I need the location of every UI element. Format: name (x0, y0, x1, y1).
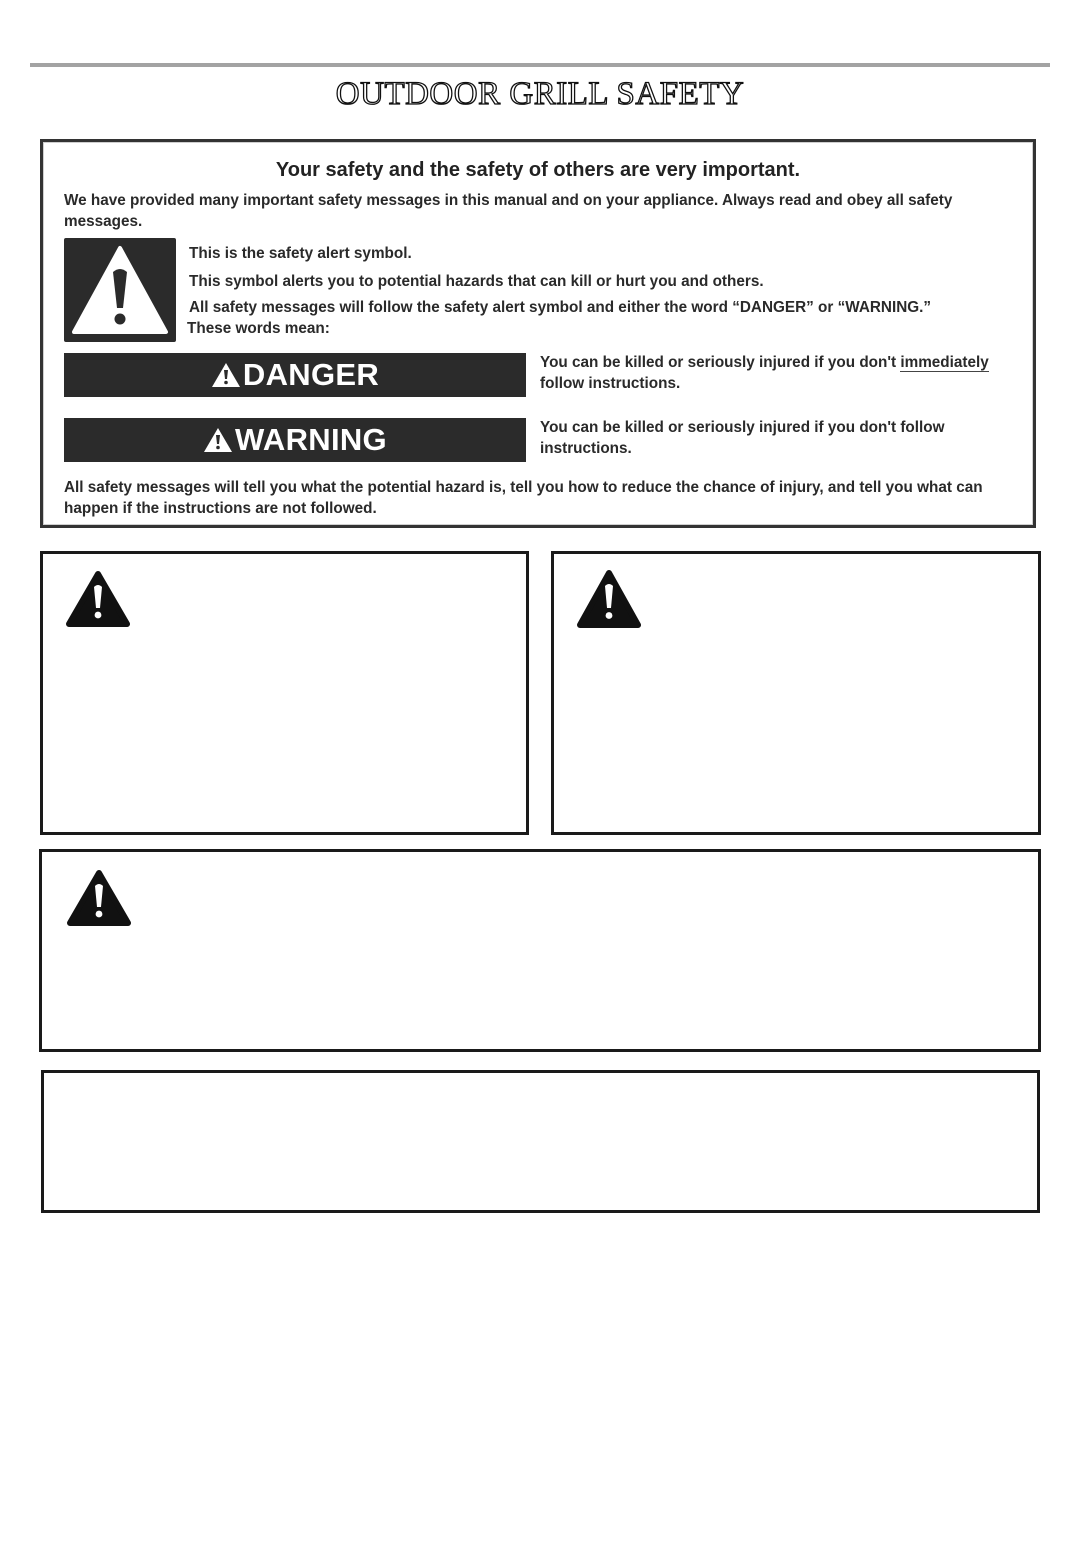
page-title: OUTDOOR GRILL SAFETY (335, 76, 745, 112)
notice-panel (41, 1070, 1040, 1213)
warning-label: WARNING (235, 422, 387, 457)
symbol-line: This symbol alerts you to potential hazards that can kill or hurt you and others. (189, 273, 764, 290)
closing-paragraph: All safety messages will tell you what the potential hazard is, tell you how to reduce the chance of injury, and tell you what can happen if the instructions are not followed. (64, 479, 983, 517)
intro-paragraph: We have provided many important safety messages in this manual and on your appliance. Always read and obey all safety messages. (64, 192, 953, 230)
warning-panel-right (551, 551, 1041, 835)
warning-triangle-icon (66, 869, 132, 927)
warning-triangle-icon (576, 569, 642, 629)
safety-intro-box (40, 139, 1036, 528)
top-rule (30, 63, 1050, 67)
warning-alert-icon (203, 427, 233, 453)
warning-description: You can be killed or seriously injured if you don't follow instructions. (540, 419, 945, 457)
safety-alert-icon (64, 238, 176, 342)
symbol-line: These words mean: (187, 320, 330, 337)
danger-description: You can be killed or seriously injured if you don't immediately follow instructions. (540, 354, 989, 392)
danger-label: DANGER (242, 357, 380, 392)
warning-panel-wide (39, 849, 1041, 1052)
warning-panel-left (40, 551, 529, 835)
warning-triangle-icon (65, 570, 131, 628)
warning-signal-bar (64, 418, 526, 462)
symbol-line: All safety messages will follow the safety alert symbol and either the word “DANGER” or “WARNING.” (189, 299, 932, 316)
symbol-line: This is the safety alert symbol. (189, 245, 412, 262)
danger-alert-icon (211, 362, 241, 388)
danger-signal-bar (64, 353, 526, 397)
intro-heading: Your safety and the safety of others are very important. (275, 159, 801, 181)
